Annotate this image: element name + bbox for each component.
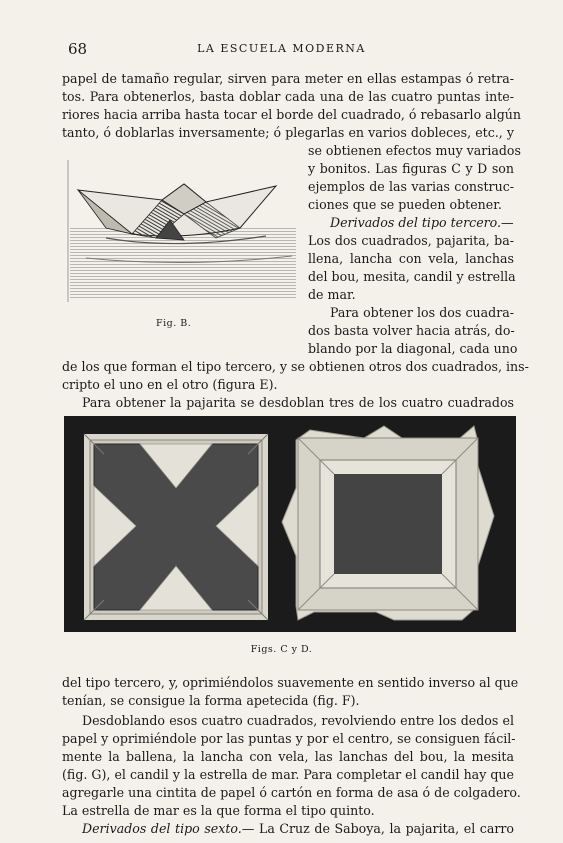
page-number: 68 (68, 40, 88, 58)
text-line: tanto, ó doblarlas inversamente; ó plegarlas en varios dobleces, etc., y (62, 125, 514, 140)
section-heading-tercero: Derivados del tipo tercero.— (330, 215, 514, 230)
text-fragment: La Cruz de Saboya, la pajarita, el carro (254, 821, 514, 836)
text-line: blando por la diagonal, cada uno (308, 341, 518, 356)
caption-fig-b: Fig. B. (156, 318, 192, 329)
text-line: del tipo tercero, y, oprimiéndolos suavemente en sentido inverso al que (62, 675, 519, 690)
text-line: riores hacia arriba hasta tocar el borde del cuadrado, ó rebasarlo algún (62, 107, 521, 122)
text-line: agregarle una cintita de papel ó cartón en forma de asa ó de colgadero. (62, 785, 521, 800)
caption-figs-c-d: Figs. C y D. (250, 644, 313, 655)
text-line: mente la ballena, la lancha con vela, las lanchas del bou, la mesita (62, 749, 514, 764)
text-line: tos. Para obtenerlos, basta doblar cada una de las cuatro puntas inte- (62, 89, 514, 104)
text-line: (fig. G), el candil y la estrella de mar. Para completar el candil hay que (62, 767, 514, 782)
text-line: y bonitos. Las figuras C y D son (308, 161, 514, 176)
text-line: cripto el uno en el otro (figura E). (62, 377, 278, 392)
section-heading-sexto: Derivados del tipo sexto.— (82, 821, 255, 836)
text-line: ciones que se pueden obtener. (308, 197, 502, 212)
text-line: de mar. (308, 287, 356, 302)
figures-c-d-photo (64, 416, 516, 632)
text-line: dos basta volver hacia atrás, do- (308, 323, 515, 338)
text-line: Para obtener los dos cuadra- (330, 305, 514, 320)
text-line: papel de tamaño regular, sirven para meter en ellas estampas ó retra- (62, 71, 514, 86)
text-line: Para obtener la pajarita se desdoblan tres de los cuatro cuadrados (82, 395, 514, 410)
figure-c-square (84, 434, 268, 620)
text-line: se obtienen efectos muy variados (308, 143, 521, 158)
text-line: papel y oprimiéndole por las puntas y por el centro, se consiguen fácil- (62, 731, 516, 746)
text-line: Desdoblando esos cuatro cuadrados, revolviendo entre los dedos el (82, 713, 514, 728)
text-line: La estrella de mar es la que forma el tipo quinto. (62, 803, 375, 818)
figure-d-square (282, 426, 494, 620)
figure-b-paper-boat (66, 158, 298, 304)
text-line-last (82, 820, 514, 838)
text-line: de los que forman el tipo tercero, y se obtienen otros dos cuadrados, ins- (62, 359, 529, 374)
text-line: Los dos cuadrados, pajarita, ba- (308, 233, 514, 248)
text-line: tenían, se consigue la forma apetecida (fig. F). (62, 693, 360, 708)
text-line: ejemplos de las varias construc- (308, 179, 514, 194)
text-line: llena, lancha con vela, lanchas (308, 251, 514, 266)
text-line: del bou, mesita, candil y estrella (308, 269, 516, 284)
running-title: LA ESCUELA MODERNA (197, 42, 366, 55)
